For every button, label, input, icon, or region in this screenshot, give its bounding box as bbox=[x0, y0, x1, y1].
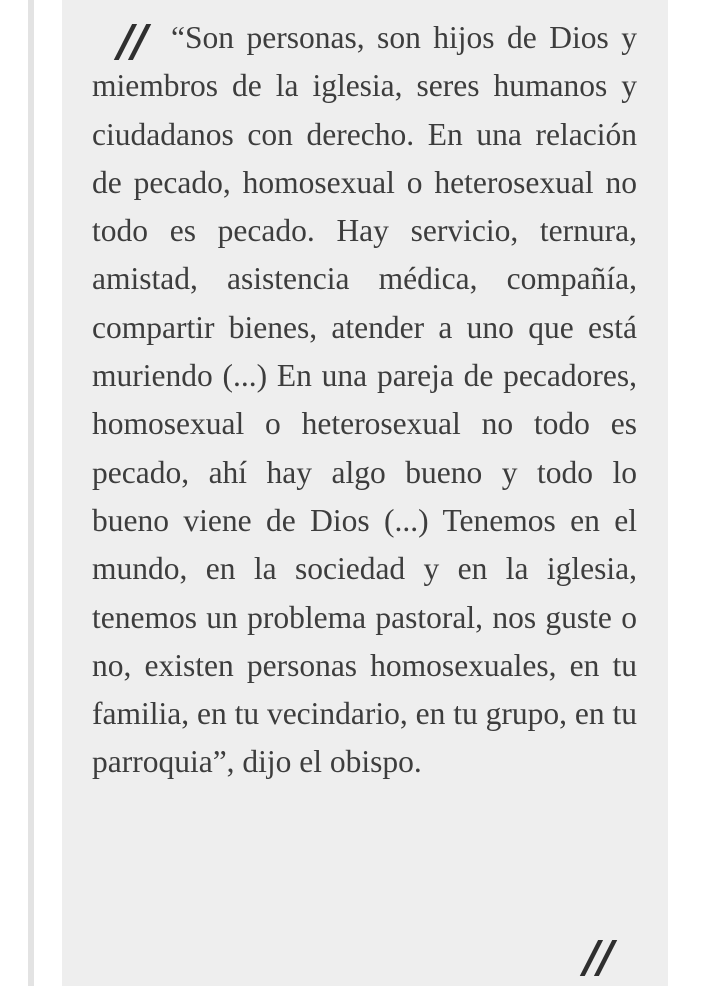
open-quote-icon: // bbox=[118, 16, 147, 67]
quote-text: “Son personas, son hijos de Dios y miembros de la iglesia, seres humanos y ciudadanos con derecho. En una relación de pecado, homosexual o heterosexual no todo es pecado. Hay servicio, ternura, amistad, asistencia médica, compañía, compartir bienes, atender a uno que está muriendo (...) En una pareja de pecadores, homosexual o heterosexual no todo es pecado, ahí hay algo bueno y todo lo bueno viene de Dios (...) Tenemos en el mundo, en la sociedad y en la iglesia, tenemos un problema pastoral, nos guste o no, existen personas homosexuales, en tu familia, en tu vecindario, en tu grupo, en tu parroquia”, dijo el obispo. bbox=[92, 20, 637, 780]
left-rule bbox=[28, 0, 34, 986]
close-quote-icon: // bbox=[584, 932, 613, 983]
